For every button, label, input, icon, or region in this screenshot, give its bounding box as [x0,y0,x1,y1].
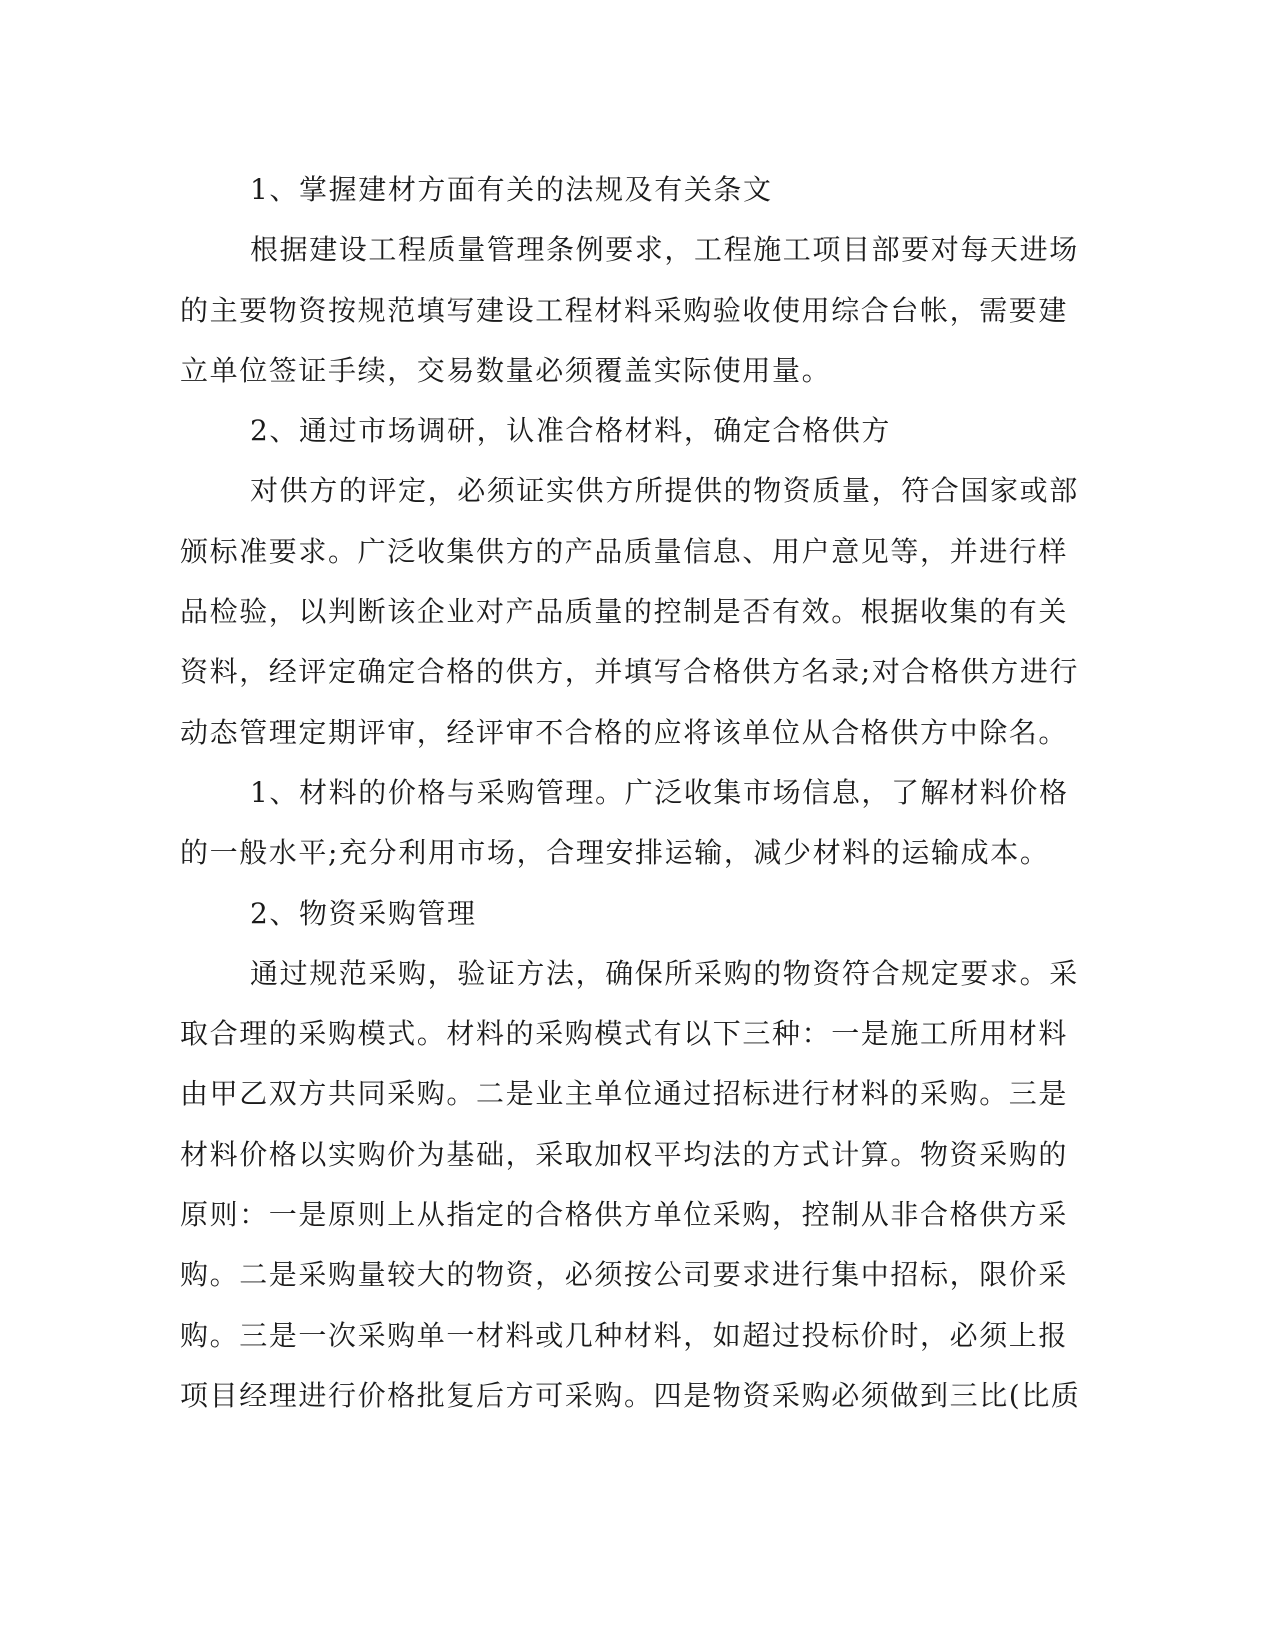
heading-line: 1、掌握建材方面有关的法规及有关条文 [250,173,773,206]
paragraph-line: 取合理的采购模式。材料的采购模式有以下三种：一是施工所用材料 [180,1017,1069,1051]
paragraph-line: 材料价格以实购价为基础，采取加权平均法的方式计算。物资采购的 [180,1137,1069,1171]
paragraph-line: 项目经理进行价格批复后方可采购。四是物资采购必须做到三比(比质 [180,1378,1081,1412]
paragraph-line: 的主要物资按规范填写建设工程材料采购验收使用综合台帐，需要建 [180,293,1069,327]
heading-line: 2、通过市场调研，认准合格材料，确定合格供方 [250,414,892,448]
paragraph-line: 原则：一是原则上从指定的合格供方单位采购，控制从非合格供方采 [180,1198,1069,1232]
document-body [180,160,1080,1426]
paragraph-line: 资料，经评定确定合格的供方，并填写合格供方名录;对合格供方进行 [180,655,1080,689]
paragraph-line: 品检验，以判断该企业对产品质量的控制是否有效。根据收集的有关 [180,595,1069,629]
paragraph-line: 1、材料的价格与采购管理。广泛收集市场信息，了解材料价格 [250,775,1069,809]
paragraph-line: 通过规范采购，验证方法，确保所采购的物资符合规定要求。采 [250,956,1079,990]
paragraph-line: 对供方的评定，必须证实供方所提供的物资质量，符合国家或部 [250,474,1079,508]
paragraph-line: 的一般水平;充分利用市场，合理安排运输，减少材料的运输成本。 [180,836,1050,870]
heading-line: 2、物资采购管理 [250,896,477,930]
paragraph-line: 颁标准要求。广泛收集供方的产品质量信息、用户意见等，并进行样 [180,534,1069,568]
paragraph-line: 动态管理定期评审，经评审不合格的应将该单位从合格供方中除名。 [180,715,1069,749]
paragraph-line: 立单位签证手续，交易数量必须覆盖实际使用量。 [180,353,832,387]
paragraph-line: 购。三是一次采购单一材料或几种材料，如超过投标价时，必须上报 [180,1318,1069,1352]
paragraph-line: 由甲乙双方共同采购。二是业主单位通过招标进行材料的采购。三是 [180,1077,1069,1111]
paragraph-line: 购。二是采购量较大的物资，必须按公司要求进行集中招标，限价采 [180,1258,1069,1292]
paragraph-line: 根据建设工程质量管理条例要求，工程施工项目部要对每天进场 [250,233,1079,267]
